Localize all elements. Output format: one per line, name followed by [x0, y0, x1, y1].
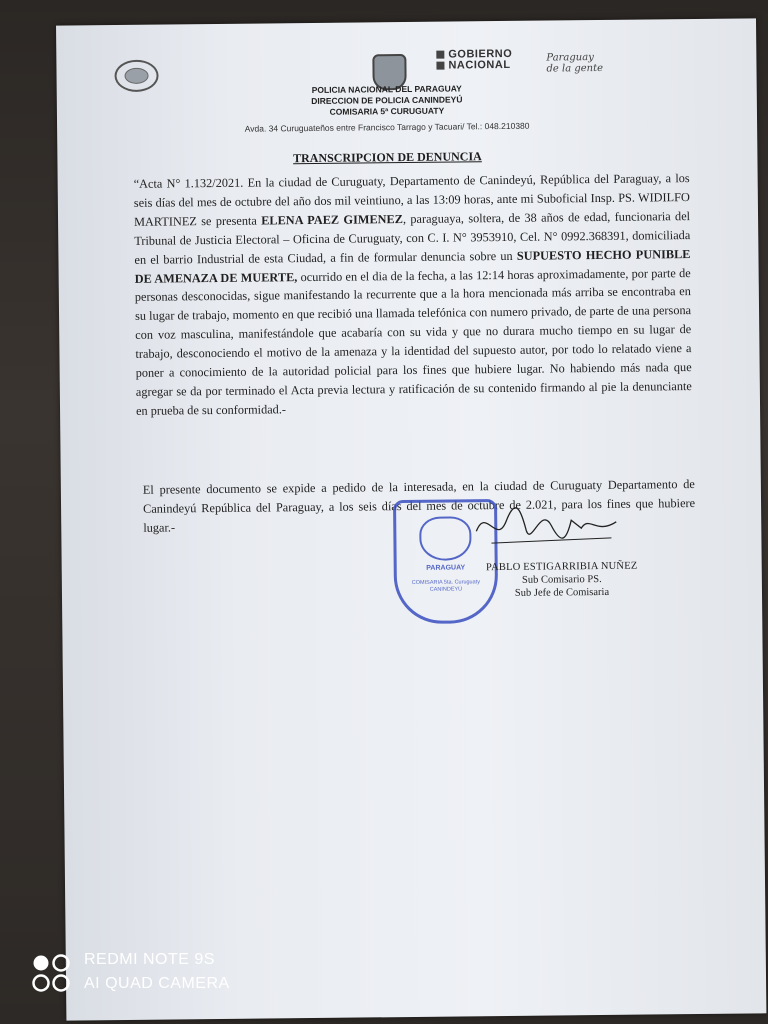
org-line: COMISARIA 5ª CURUGUATY: [329, 105, 445, 117]
gobierno-nacional-logo: GOBIERNO NACIONAL: [436, 49, 512, 72]
paraguay-slogan: Paraguay de la gente: [546, 52, 604, 75]
letterhead-address: Avda. 34 Curuguateños entre Francisco Tarrago y Tacuari/ Tel.: 048.210380: [244, 120, 530, 134]
org-line: DIRECCION DE POLICIA CANINDEYÚ: [311, 94, 463, 106]
letterhead-org: [207, 82, 567, 119]
org-line: POLICIA NACIONAL DEL PARAGUAY: [311, 83, 462, 95]
signer-position: Sub Jefe de Comisaria: [514, 586, 610, 599]
closing-paragraph: El presente documento se expide a pedido de la interesada, en la ciudad de Curuguaty Departamento de Canindeyú República del Paraguay, a los seis días del mes de octubre de 2.021, para los fines que hubiere lugar.-: [142, 477, 696, 535]
document-page: [56, 18, 766, 1020]
document-title: TRANSCRIPCION DE DENUNCIA: [293, 149, 482, 166]
stamp-emblem-icon: [419, 516, 471, 561]
camera-model: REDMI NOTE 9S: [84, 951, 215, 968]
denuncia-paragraph: “Acta N° 1.132/2021. En la ciudad de Curuguaty, Departamento de Canindeyú, República del Paraguay, a los seis días del mes de octubre del año dos mil veintiuno, a las 13:09 horas, ante mi Suboficial Insp. PS. WIDILFO MARTINEZ se presenta ELENA PAEZ GIMENEZ, paraguaya, soltera, de 38 años de edad, funcionaria del Tribunal de Justicia Electoral – Oficina de Curuguaty, con C. I. N° 3953910, Cel. N° 0992.368391, domiciliada en el barrio Industrial de esta Ciudad, a fin de formular denuncia sobre un SUPUESTO HECHO PUNIBLE DE AMENAZA DE MUERTE, ocurrido en el dia de la fecha, a las 12:14 horas aproximadamente, por parte de personas desconocidas, sigue manifestando la recurrente que a la hora mencionada más arriba se encontraba en su lugar de trabajo, momento en que recibió una llamada telefónica con numero privado, de parte de una persona con voz masculina, manifestándole que acabaría con su vida y que no durara mucho tiempo en su lugar de trabajo, desconociendo el motivo de la amenaza y la identidad del supuesto autor, por todo lo relatado viene a poner a conocimiento de la autoridad policial para los fines que hubiere lugar. No habiendo más nada que agregar se da por terminado el Acta previa lectura y ratificación de su contenido firmando al pie la denunciante en prueba de su conformidad.-: [133, 171, 692, 418]
quad-camera-icon: [30, 952, 72, 994]
handwritten-signature: [471, 500, 622, 552]
police-seal-icon: [114, 60, 158, 92]
stamp-country: PARAGUAY: [426, 564, 466, 572]
stamp-office: COMISARIA 5ta. Curuguaty CANINDEYÚ: [411, 579, 480, 593]
signer-rank: Sub Comisario PS.: [521, 573, 602, 586]
complainant-name: ELENA PAEZ GIMENEZ: [261, 211, 403, 228]
signature-block: [462, 559, 662, 600]
crime-description: SUPUESTO HECHO PUNIBLE DE AMENAZA DE MUERTE,: [134, 246, 691, 286]
camera-label: AI QUAD CAMERA: [84, 975, 230, 992]
signer-name: PABLO ESTIGARRIBIA NUÑEZ: [485, 560, 638, 574]
